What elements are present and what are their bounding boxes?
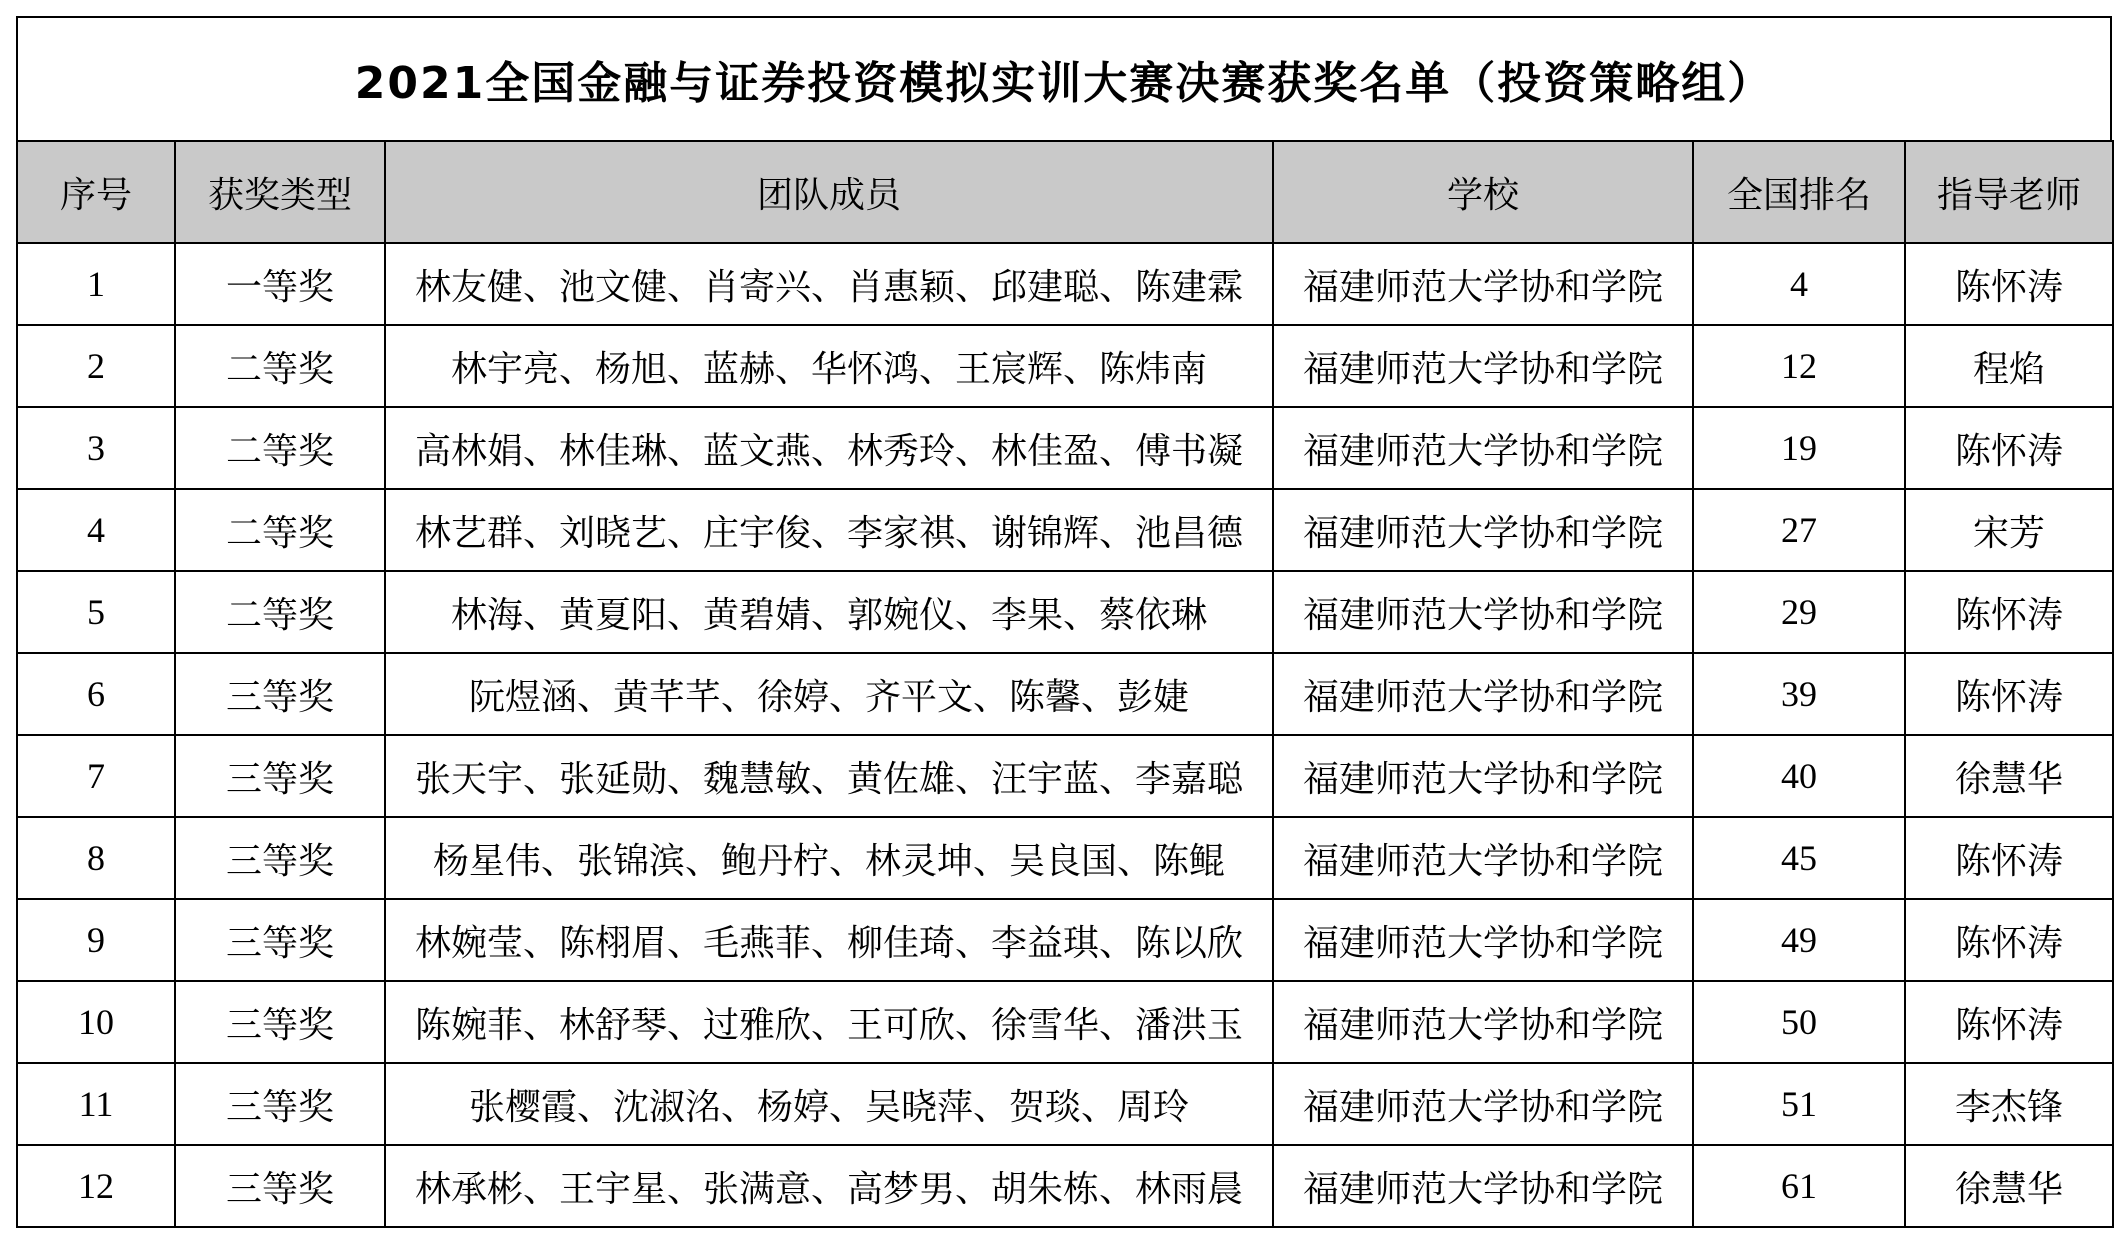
- cell-national-rank: 29: [1693, 571, 1905, 653]
- cell-no: 3: [17, 407, 175, 489]
- cell-award-type: 三等奖: [175, 817, 385, 899]
- cell-award-type: 三等奖: [175, 981, 385, 1063]
- cell-national-rank: 40: [1693, 735, 1905, 817]
- cell-no: 5: [17, 571, 175, 653]
- header-no: 序号: [17, 141, 175, 243]
- header-team-members: 团队成员: [385, 141, 1273, 243]
- cell-school: 福建师范大学协和学院: [1273, 1063, 1693, 1145]
- table-row: [17, 1063, 2113, 1145]
- cell-advisor: 陈怀涛: [1905, 981, 2113, 1063]
- cell-national-rank: 12: [1693, 325, 1905, 407]
- cell-advisor: 陈怀涛: [1905, 571, 2113, 653]
- cell-advisor: 陈怀涛: [1905, 653, 2113, 735]
- cell-team-members: 高林娟、林佳琳、蓝文燕、林秀玲、林佳盈、傅书凝: [385, 407, 1273, 489]
- cell-national-rank: 45: [1693, 817, 1905, 899]
- cell-school: 福建师范大学协和学院: [1273, 571, 1693, 653]
- cell-school: 福建师范大学协和学院: [1273, 899, 1693, 981]
- cell-advisor: 宋芳: [1905, 489, 2113, 571]
- cell-school: 福建师范大学协和学院: [1273, 243, 1693, 325]
- cell-advisor: 李杰锋: [1905, 1063, 2113, 1145]
- award-table: [16, 140, 2114, 1228]
- cell-advisor: 陈怀涛: [1905, 817, 2113, 899]
- header-school: 学校: [1273, 141, 1693, 243]
- cell-team-members: 陈婉菲、林舒琴、过雅欣、王可欣、徐雪华、潘洪玉: [385, 981, 1273, 1063]
- header-national-rank: 全国排名: [1693, 141, 1905, 243]
- header-advisor: 指导老师: [1905, 141, 2113, 243]
- table-row: [17, 735, 2113, 817]
- cell-award-type: 二等奖: [175, 571, 385, 653]
- cell-award-type: 二等奖: [175, 407, 385, 489]
- cell-advisor: 徐慧华: [1905, 1145, 2113, 1227]
- cell-no: 2: [17, 325, 175, 407]
- table-row: [17, 653, 2113, 735]
- table-row: [17, 817, 2113, 899]
- cell-advisor: 陈怀涛: [1905, 899, 2113, 981]
- cell-no: 8: [17, 817, 175, 899]
- table-row: [17, 243, 2113, 325]
- cell-national-rank: 19: [1693, 407, 1905, 489]
- cell-award-type: 三等奖: [175, 653, 385, 735]
- table-row: [17, 899, 2113, 981]
- table-row: [17, 571, 2113, 653]
- cell-school: 福建师范大学协和学院: [1273, 735, 1693, 817]
- header-row: [17, 141, 2113, 243]
- cell-team-members: 张樱霞、沈淑洺、杨婷、吴晓萍、贺琰、周玲: [385, 1063, 1273, 1145]
- cell-team-members: 林友健、池文健、肖寄兴、肖惠颖、邱建聪、陈建霖: [385, 243, 1273, 325]
- table-body: [17, 243, 2113, 1227]
- cell-advisor: 陈怀涛: [1905, 243, 2113, 325]
- cell-school: 福建师范大学协和学院: [1273, 407, 1693, 489]
- cell-award-type: 二等奖: [175, 489, 385, 571]
- cell-school: 福建师范大学协和学院: [1273, 1145, 1693, 1227]
- cell-team-members: 杨星伟、张锦滨、鲍丹柠、林灵坤、吴良国、陈鲲: [385, 817, 1273, 899]
- cell-national-rank: 61: [1693, 1145, 1905, 1227]
- cell-advisor: 程焰: [1905, 325, 2113, 407]
- table-row: [17, 489, 2113, 571]
- cell-school: 福建师范大学协和学院: [1273, 653, 1693, 735]
- cell-no: 6: [17, 653, 175, 735]
- cell-school: 福建师范大学协和学院: [1273, 325, 1693, 407]
- page-title: 2021全国金融与证券投资模拟实训大赛决赛获奖名单（投资策略组）: [354, 58, 1774, 109]
- cell-team-members: 阮煜涵、黄芊芊、徐婷、齐平文、陈馨、彭婕: [385, 653, 1273, 735]
- cell-no: 12: [17, 1145, 175, 1227]
- cell-award-type: 三等奖: [175, 1063, 385, 1145]
- cell-no: 4: [17, 489, 175, 571]
- cell-award-type: 三等奖: [175, 899, 385, 981]
- cell-national-rank: 49: [1693, 899, 1905, 981]
- cell-team-members: 林艺群、刘晓艺、庄宇俊、李家祺、谢锦辉、池昌德: [385, 489, 1273, 571]
- cell-award-type: 一等奖: [175, 243, 385, 325]
- cell-award-type: 三等奖: [175, 735, 385, 817]
- cell-team-members: 张天宇、张延勋、魏慧敏、黄佐雄、汪宇蓝、李嘉聪: [385, 735, 1273, 817]
- cell-national-rank: 4: [1693, 243, 1905, 325]
- cell-school: 福建师范大学协和学院: [1273, 817, 1693, 899]
- table-row: [17, 981, 2113, 1063]
- table-row: [17, 407, 2113, 489]
- cell-team-members: 林海、黄夏阳、黄碧婧、郭婉仪、李果、蔡依琳: [385, 571, 1273, 653]
- cell-national-rank: 50: [1693, 981, 1905, 1063]
- cell-team-members: 林宇亮、杨旭、蓝赫、华怀鸿、王宸辉、陈炜南: [385, 325, 1273, 407]
- cell-no: 9: [17, 899, 175, 981]
- cell-school: 福建师范大学协和学院: [1273, 981, 1693, 1063]
- cell-award-type: 三等奖: [175, 1145, 385, 1227]
- cell-no: 7: [17, 735, 175, 817]
- cell-national-rank: 39: [1693, 653, 1905, 735]
- cell-award-type: 二等奖: [175, 325, 385, 407]
- cell-advisor: 陈怀涛: [1905, 407, 2113, 489]
- cell-no: 1: [17, 243, 175, 325]
- title-row: [16, 16, 2112, 140]
- cell-no: 10: [17, 981, 175, 1063]
- cell-school: 福建师范大学协和学院: [1273, 489, 1693, 571]
- cell-national-rank: 27: [1693, 489, 1905, 571]
- table-row: [17, 1145, 2113, 1227]
- header-award-type: 获奖类型: [175, 141, 385, 243]
- table-row: [17, 325, 2113, 407]
- award-list-sheet: [16, 16, 2112, 1226]
- cell-no: 11: [17, 1063, 175, 1145]
- cell-national-rank: 51: [1693, 1063, 1905, 1145]
- cell-advisor: 徐慧华: [1905, 735, 2113, 817]
- cell-team-members: 林婉莹、陈栩眉、毛燕菲、柳佳琦、李益琪、陈以欣: [385, 899, 1273, 981]
- cell-team-members: 林承彬、王宇星、张满意、高梦男、胡朱栋、林雨晨: [385, 1145, 1273, 1227]
